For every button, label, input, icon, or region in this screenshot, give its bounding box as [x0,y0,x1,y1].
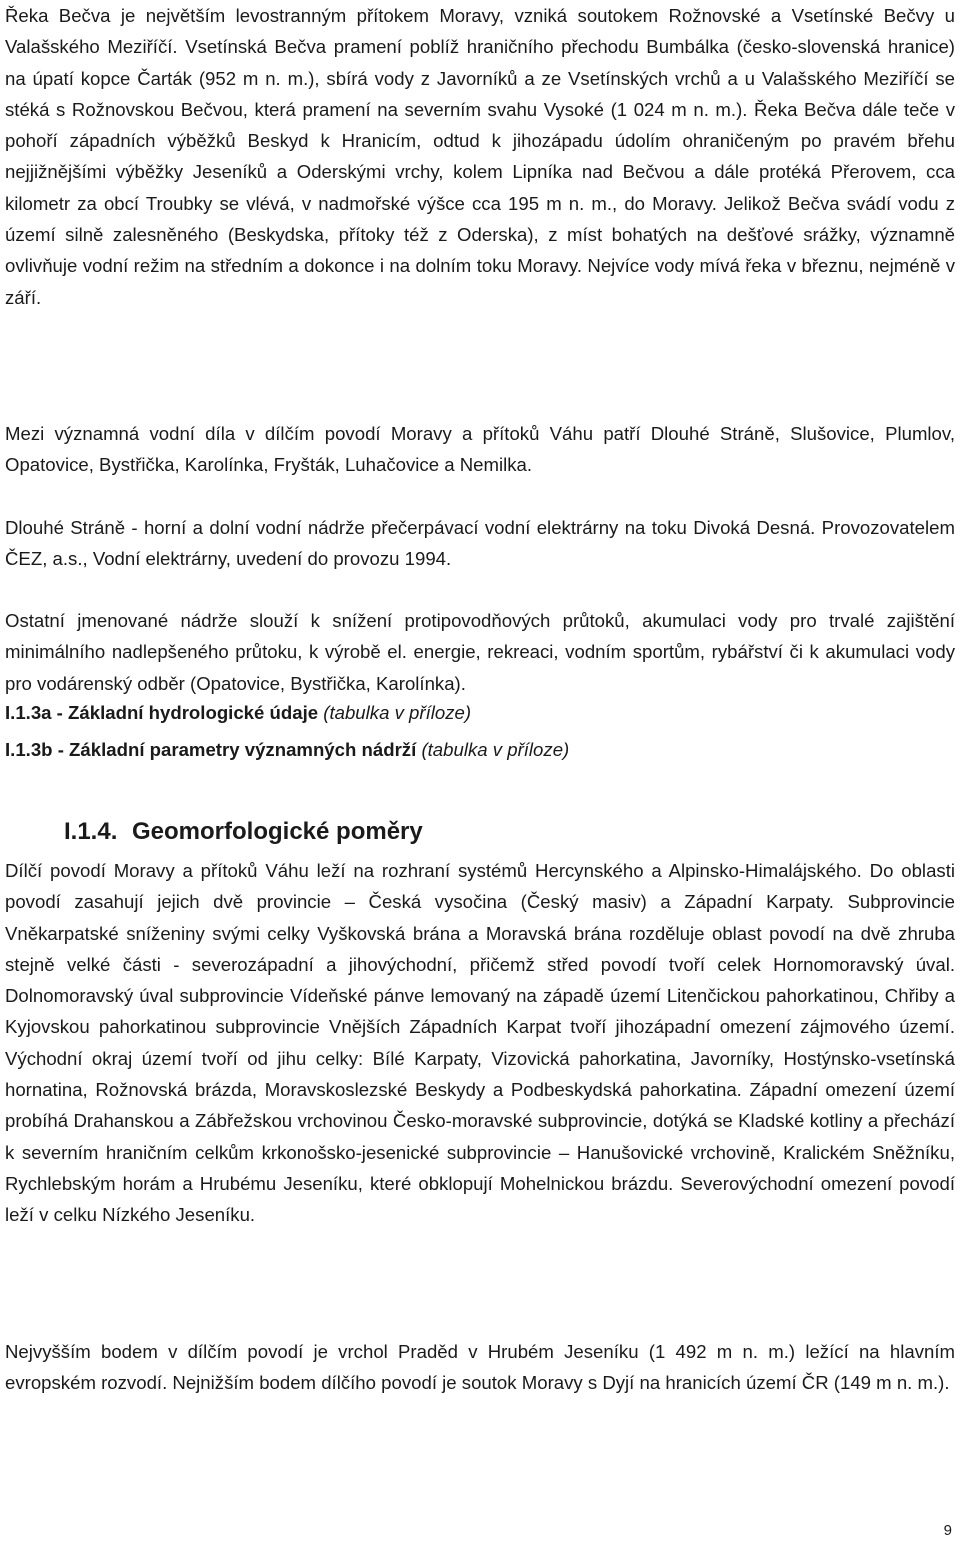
subsection-hydrology-title: I.1.3a - Základní hydrologické údaje [5,702,319,723]
section-number: I.1.4. [64,818,118,845]
paragraph-highest-point: Nejvyšším bodem v dílčím povodí je vrchol Praděd v Hrubém Jeseníku (1 492 m n. m.) ležící na hlavním evropském rozvodí. Nejnižším bodem dílčího povodí je soutok Moravy s Dyjí na hranicích území ČR (149 m n. m.). [5,1341,955,1394]
page-number: 9 [943,1522,952,1539]
section-heading [64,814,423,850]
paragraph-becva: Řeka Bečva je největším levostranným přítokem Moravy, vzniká soutokem Rožnovské a Vsetínské Bečvy u Valašského Meziříčí. Vsetínská Bečva pramení poblíž hraničního přechodu Bumbálka (česko-slovenská hranice) na úpatí kopce Čarták (952 m n. m.), sbírá vody z Javorníků a ze Vsetínských vrchů a u Valašského Meziříčí se stéká s Rožnovskou Bečvou, která pramení na severním svahu Vysoké (1 024 m n. m.). Řeka Bečva dále teče v pohoří západních výběžků Beskyd k Hranicím, odtud k jihozápadu údolím ohraničeným po pravém břehu nejjižnějšími výběžky Jeseníků a Oderskými vrchy, kolem Lipníka nad Bečvou a dále protéká Přerovem, cca kilometr za obcí Troubky se vlévá, v nadmořské výšce cca 195 m n. m., do Moravy. Jelikož Bečva svádí vodu z území silně zalesněného (Beskydska, přítoky též z Oderska), z míst bohatých na dešťové srážky, významně ovlivňuje vodní režim na středním a dokonce i na dolním toku Moravy. Nejvíce vody mívá řeka v březnu, nejméně v září. [5,5,955,308]
subsection-hydrology-note: (tabulka v příloze) [323,702,472,723]
paragraph-dlouhe-strane: Dlouhé Stráně - horní a dolní vodní nádrže přečerpávací vodní elektrárny na toku Divoká Desná. Provozovatelem ČEZ, a.s., Vodní elektrárny, uvedení do provozu 1994. [5,517,955,570]
subsection-reservoirs-title: I.1.3b - Základní parametry významných nádrží [5,739,417,760]
subsection-reservoirs [5,734,955,765]
paragraph-other-reservoirs: Ostatní jmenované nádrže slouží k snížení protipovodňových průtoků, akumulaci vody pro trvalé zajištění minimálního nadlepšeného průtoku, k výrobě el. energie, rekreaci, vodním sportům, rybářství či k akumulaci vody pro vodárenský odběr (Opatovice, Bystřička, Karolínka). [5,610,955,694]
paragraph-geomorphology: Dílčí povodí Moravy a přítoků Váhu leží na rozhraní systémů Hercynského a Alpinsko-Himalájského. Do oblasti povodí zasahují jejich dvě provincie – Česká vysočina (Český masiv) a Západní Karpaty. Subprovincie Vněkarpatské sníženiny svými celky Vyškovská brána a Moravská brána rozděluje oblast povodí na dvě zhruba stejně velké části - severozápadní a jihovýchodní, přičemž střed povodí tvoří celek Hornomoravský úval. Dolnomoravský úval subprovincie Vídeňské pánve lemovaný na západě území Litenčickou pahorkatinou, Chřiby a Kyjovskou pahorkatinou subprovincie Vnějších Západních Karpat tvoří jihozápadní omezení zájmového území. Východní okraj území tvoří od jihu celky: Bílé Karpaty, Vizovická pahorkatina, Javorníky, Hostýnsko-vsetínská hornatina, Rožnovská brázda, Moravskoslezské Beskydy a Podbeskydská pahorkatina. Západní omezení území probíhá Drahanskou a Zábřežskou vrchovinou Česko-moravské subprovincie, dotýká se Kladské kotliny a přechází k severním hraničním celkům krkonošsko-jesenické subprovincie – Hanušovické vrchovině, Kralickém Sněžníku, Rychlebským horám a Hrubému Jeseníku, které obklopují Mohelnickou brázdu. Severovýchodní omezení povodí leží v celku Nízkého Jeseníku. [5,860,955,1226]
subsection-reservoirs-note: (tabulka v příloze) [421,739,570,760]
section-title: Geomorfologické poměry [132,818,423,845]
subsection-hydrology [5,697,955,728]
paragraph-water-works: Mezi významná vodní díla v dílčím povodí Moravy a přítoků Váhu patří Dlouhé Stráně, Slušovice, Plumlov, Opatovice, Bystřička, Karolínka, Fryšták, Luhačovice a Nemilka. [5,423,955,476]
